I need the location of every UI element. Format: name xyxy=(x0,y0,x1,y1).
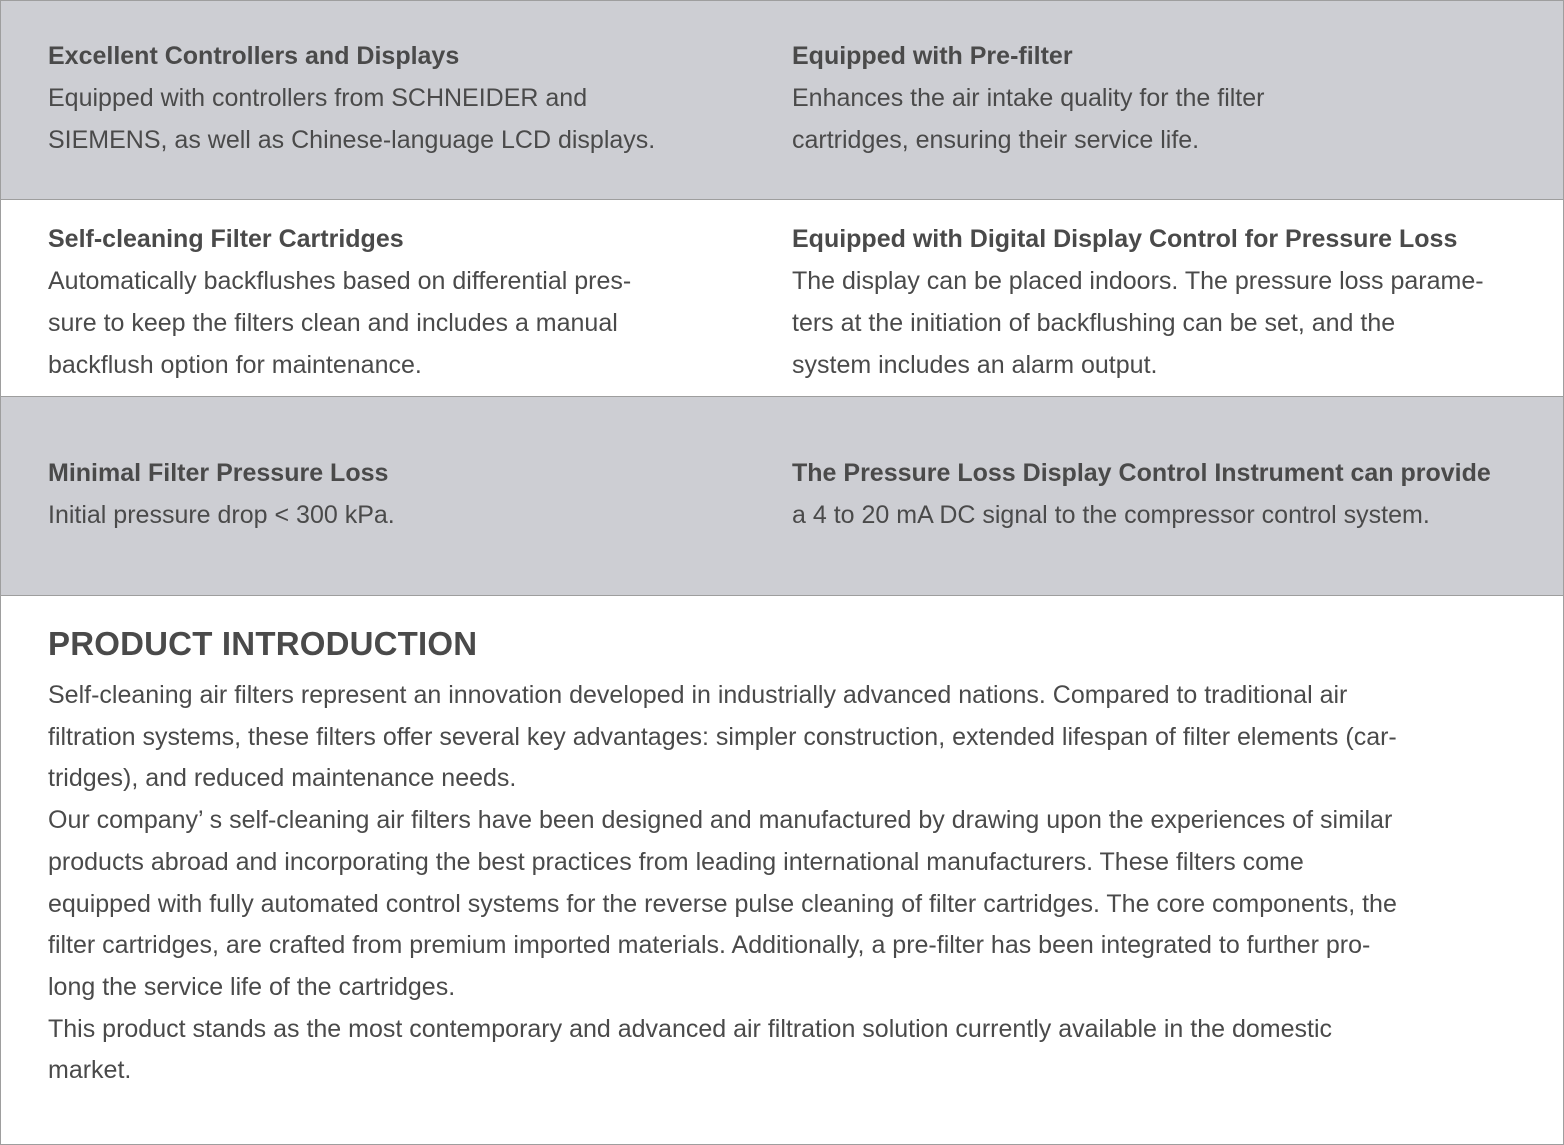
feature-description xyxy=(48,77,748,161)
feature-pre-filter xyxy=(792,35,1532,161)
feature-line: Automatically backflushes based on differential pres- xyxy=(48,267,632,295)
feature-title: Equipped with Pre-filter xyxy=(792,42,1073,70)
feature-description xyxy=(48,494,748,536)
feature-row-1 xyxy=(1,1,1563,199)
feature-minimal-pressure-loss xyxy=(48,452,748,536)
intro-line: This product stands as the most contemporary and advanced air filtration solution currently available in the domestic xyxy=(48,1014,1332,1043)
intro-line: Our company’ s self-cleaning air filters have been designed and manufactured by drawing upon the experiences of similar xyxy=(48,806,1393,835)
feature-line: system includes an alarm output. xyxy=(792,351,1158,379)
feature-description xyxy=(792,494,1532,536)
intro-line: market. xyxy=(48,1056,132,1085)
product-introduction-section xyxy=(1,595,1563,1144)
section-heading: PRODUCT INTRODUCTION xyxy=(48,625,478,662)
feature-line: Initial pressure drop < 300 kPa. xyxy=(48,501,395,529)
feature-title: Excellent Controllers and Displays xyxy=(48,42,460,70)
feature-signal-output xyxy=(792,452,1532,536)
feature-line: cartridges, ensuring their service life. xyxy=(792,126,1200,154)
feature-title: Minimal Filter Pressure Loss xyxy=(48,459,389,487)
feature-row-3 xyxy=(1,397,1563,595)
intro-line: equipped with fully automated control systems for the reverse pulse cleaning of filter cartridges. The core components, the xyxy=(48,889,1397,918)
feature-digital-display-control xyxy=(792,218,1532,386)
intro-line: filter cartridges, are crafted from premium imported materials. Additionally, a pre-filter has been integrated to further pro- xyxy=(48,931,1371,960)
feature-line: The display can be placed indoors. The pressure loss parame- xyxy=(792,267,1484,295)
feature-line: SIEMENS, as well as Chinese-language LCD displays. xyxy=(48,126,656,154)
feature-description xyxy=(48,260,748,386)
intro-line: filtration systems, these filters offer several key advantages: simpler construction, extended lifespan of filter elements (car- xyxy=(48,722,1397,751)
intro-line: products abroad and incorporating the best practices from leading international manufacturers. These filters come xyxy=(48,847,1304,876)
intro-body xyxy=(48,675,1528,1092)
feature-line: backflush option for maintenance. xyxy=(48,351,422,379)
feature-title: The Pressure Loss Display Control Instrument can provide xyxy=(792,459,1491,487)
feature-description xyxy=(792,260,1532,386)
feature-controllers-displays xyxy=(48,35,748,161)
feature-line: sure to keep the filters clean and includes a manual xyxy=(48,309,618,337)
intro-line: Self-cleaning air filters represent an innovation developed in industrially advanced nations. Compared to traditional air xyxy=(48,681,1348,709)
feature-description xyxy=(792,77,1532,161)
feature-title: Self-cleaning Filter Cartridges xyxy=(48,225,404,253)
feature-line: a 4 to 20 mA DC signal to the compressor control system. xyxy=(792,501,1430,529)
feature-line: ters at the initiation of backflushing can be set, and the xyxy=(792,309,1396,337)
feature-self-cleaning-cartridges xyxy=(48,218,748,386)
intro-line: long the service life of the cartridges. xyxy=(48,972,456,1001)
feature-title: Equipped with Digital Display Control for Pressure Loss xyxy=(792,225,1458,253)
feature-line: Enhances the air intake quality for the filter xyxy=(792,84,1265,112)
feature-row-2 xyxy=(1,199,1563,397)
feature-line: Equipped with controllers from SCHNEIDER and xyxy=(48,84,588,112)
intro-line: tridges), and reduced maintenance needs. xyxy=(48,764,517,793)
